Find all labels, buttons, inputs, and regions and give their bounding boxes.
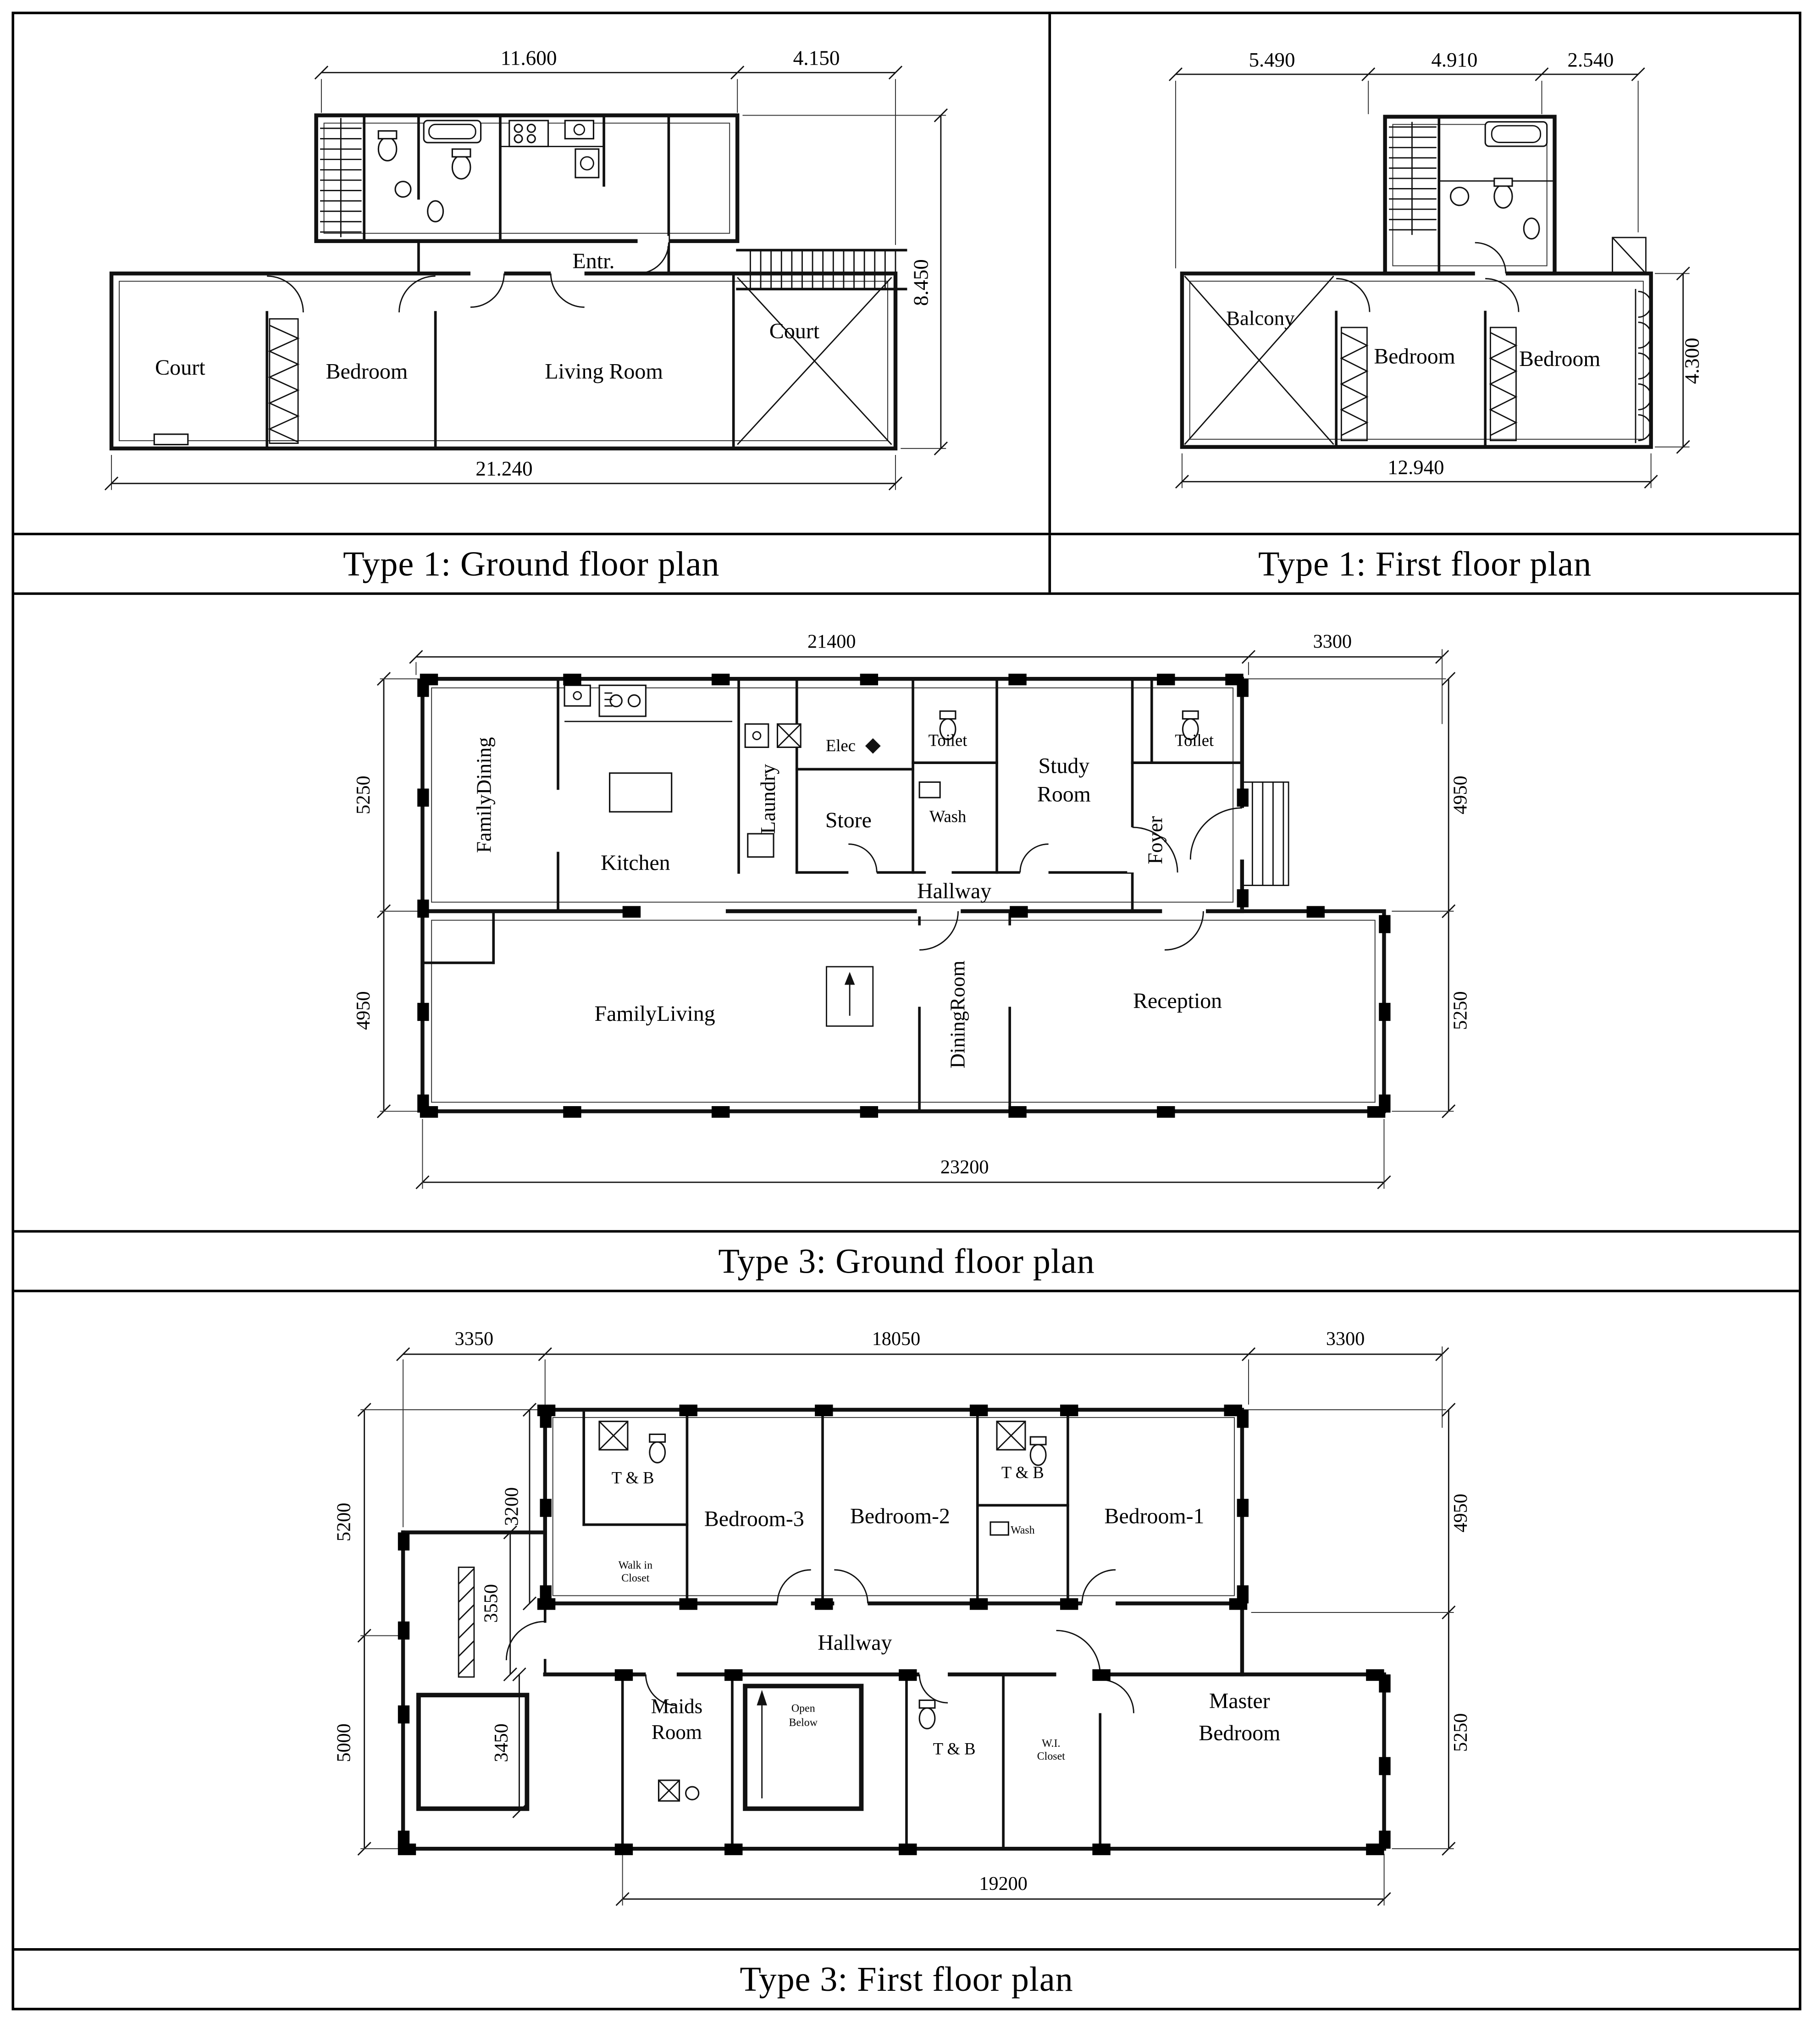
dim-label: 4.910	[1431, 48, 1478, 72]
room-label-family-dining: FamilyDining	[472, 737, 496, 853]
room-label-family-living: FamilyLiving	[594, 1002, 715, 1026]
dim-label: 4950	[1449, 1493, 1471, 1533]
elec-diamond-icon	[865, 738, 881, 754]
room-label-master-2: Bedroom	[1199, 1721, 1281, 1745]
room-label-bedroom1: Bedroom-1	[1104, 1504, 1205, 1529]
caption-type1-ground: Type 1: Ground floor plan	[14, 535, 1048, 592]
room-label-tb3: T & B	[933, 1739, 976, 1758]
room-label-bedroom2: Bedroom-2	[850, 1504, 950, 1529]
panel-type3-ground	[14, 595, 1799, 1230]
dim-label: 5200	[333, 1502, 355, 1542]
room-label-bedroom3: Bedroom-3	[704, 1507, 804, 1531]
room-label-walkin-2: Closet	[621, 1572, 650, 1584]
dim-label: 12.940	[1387, 455, 1444, 479]
room-label-master-1: Master	[1209, 1689, 1270, 1713]
room-label-walkin-1: Walk in	[618, 1559, 653, 1572]
room-label-reception: Reception	[1133, 989, 1222, 1014]
room-label-bedroom: Bedroom	[326, 359, 408, 384]
row-type3-ground	[14, 593, 1799, 1230]
plan-type1-first	[1051, 14, 1799, 533]
room-label-wash: Wash	[929, 807, 967, 826]
fixtures	[1185, 122, 1651, 444]
dim-label: 18050	[872, 1328, 921, 1350]
dim-label: 5250	[1449, 991, 1471, 1030]
room-label-bedroom-right: Bedroom	[1519, 347, 1601, 371]
room-label-open-2: Below	[789, 1717, 818, 1729]
dim-label: 5250	[353, 776, 375, 814]
dim-label: 4.150	[793, 46, 840, 70]
dim-label: 19200	[979, 1873, 1028, 1895]
room-label-wic-1: W.I.	[1042, 1737, 1061, 1750]
dim-label: 3300	[1313, 631, 1352, 653]
row-type3-first	[14, 1290, 1799, 1948]
room-label-court-right: Court	[769, 319, 820, 343]
panel-type1-ground	[14, 14, 1048, 533]
room-label-maids-1: Maids	[651, 1695, 703, 1718]
door-swings	[848, 808, 1242, 950]
dim-label: 3450	[491, 1723, 513, 1762]
room-label-dining-room: DiningRoom	[946, 960, 969, 1069]
room-label-foyer: Foyer	[1144, 816, 1167, 864]
plan-type3-ground	[14, 595, 1799, 1230]
caption-type1-first: Type 1: First floor plan	[1048, 535, 1798, 592]
dim-label: 11.600	[500, 46, 557, 70]
panel-type3-first	[14, 1292, 1799, 1948]
dim-label: 3550	[480, 1584, 502, 1623]
caption-type3-first: Type 3: First floor plan	[14, 1951, 1799, 2008]
wall-openings	[646, 1598, 1116, 1713]
room-label-wash: Wash	[1011, 1524, 1035, 1537]
walls	[1182, 117, 1651, 447]
dim-label: 3200	[501, 1487, 523, 1526]
room-label-toilet-right: Toilet	[1175, 731, 1214, 750]
figure-table	[11, 11, 1801, 2010]
stairs	[1389, 122, 1437, 235]
row-type1-plans	[14, 14, 1799, 533]
room-label-maids-2: Room	[651, 1720, 702, 1744]
dim-label: 23200	[940, 1156, 989, 1178]
dim-label: 5000	[333, 1723, 355, 1762]
room-label-toilet-left: Toilet	[928, 731, 967, 750]
plan-type1-ground	[14, 14, 1048, 533]
row-type1-captions	[14, 533, 1799, 593]
row-type3-ground-caption	[14, 1230, 1799, 1290]
dim-label: 3350	[454, 1328, 494, 1350]
dim-label: 8.450	[909, 259, 933, 306]
room-label-study-1: Study	[1038, 753, 1090, 778]
room-label-hallway: Hallway	[818, 1630, 892, 1655]
dim-label: 4950	[1449, 776, 1471, 814]
room-label-laundry: Laundry	[756, 764, 779, 834]
dim-label: 4.300	[1680, 338, 1703, 384]
wall-columns	[417, 674, 1390, 1118]
panel-type1-first	[1048, 14, 1798, 533]
plan-type3-first	[14, 1292, 1799, 1948]
room-label-hallway: Hallway	[917, 879, 992, 903]
dim-label: 21.240	[475, 457, 533, 481]
dimension-lines	[1169, 68, 1690, 488]
wall-openings	[1475, 268, 1506, 278]
room-label-wic-2: Closet	[1037, 1750, 1065, 1762]
row-type3-first-caption	[14, 1948, 1799, 2008]
room-label-bedroom-left: Bedroom	[1374, 344, 1455, 369]
room-label-study-2: Room	[1037, 782, 1091, 807]
room-label-kitchen: Kitchen	[601, 850, 670, 875]
dim-label: 5250	[1449, 1713, 1471, 1752]
room-label-elec: Elec	[825, 736, 856, 755]
room-label-entr: Entr.	[572, 249, 615, 274]
walls	[403, 1410, 1384, 1849]
dimension-lines	[377, 649, 1455, 1189]
room-label-tb1: T & B	[611, 1468, 654, 1487]
dim-label: 2.540	[1567, 48, 1614, 72]
room-label-open-1: Open	[791, 1702, 815, 1715]
room-label-court-left: Court	[155, 355, 205, 380]
dim-label: 21400	[807, 631, 856, 653]
room-label-store: Store	[825, 808, 872, 832]
room-label-tb2: T & B	[1001, 1463, 1044, 1482]
room-label-balcony: Balcony	[1226, 306, 1295, 330]
dim-label: 3300	[1326, 1328, 1365, 1350]
caption-type3-ground: Type 3: Ground floor plan	[14, 1233, 1799, 1290]
dim-label: 4950	[353, 991, 375, 1030]
room-label-living: Living Room	[545, 359, 663, 384]
dim-label: 5.490	[1249, 48, 1295, 72]
